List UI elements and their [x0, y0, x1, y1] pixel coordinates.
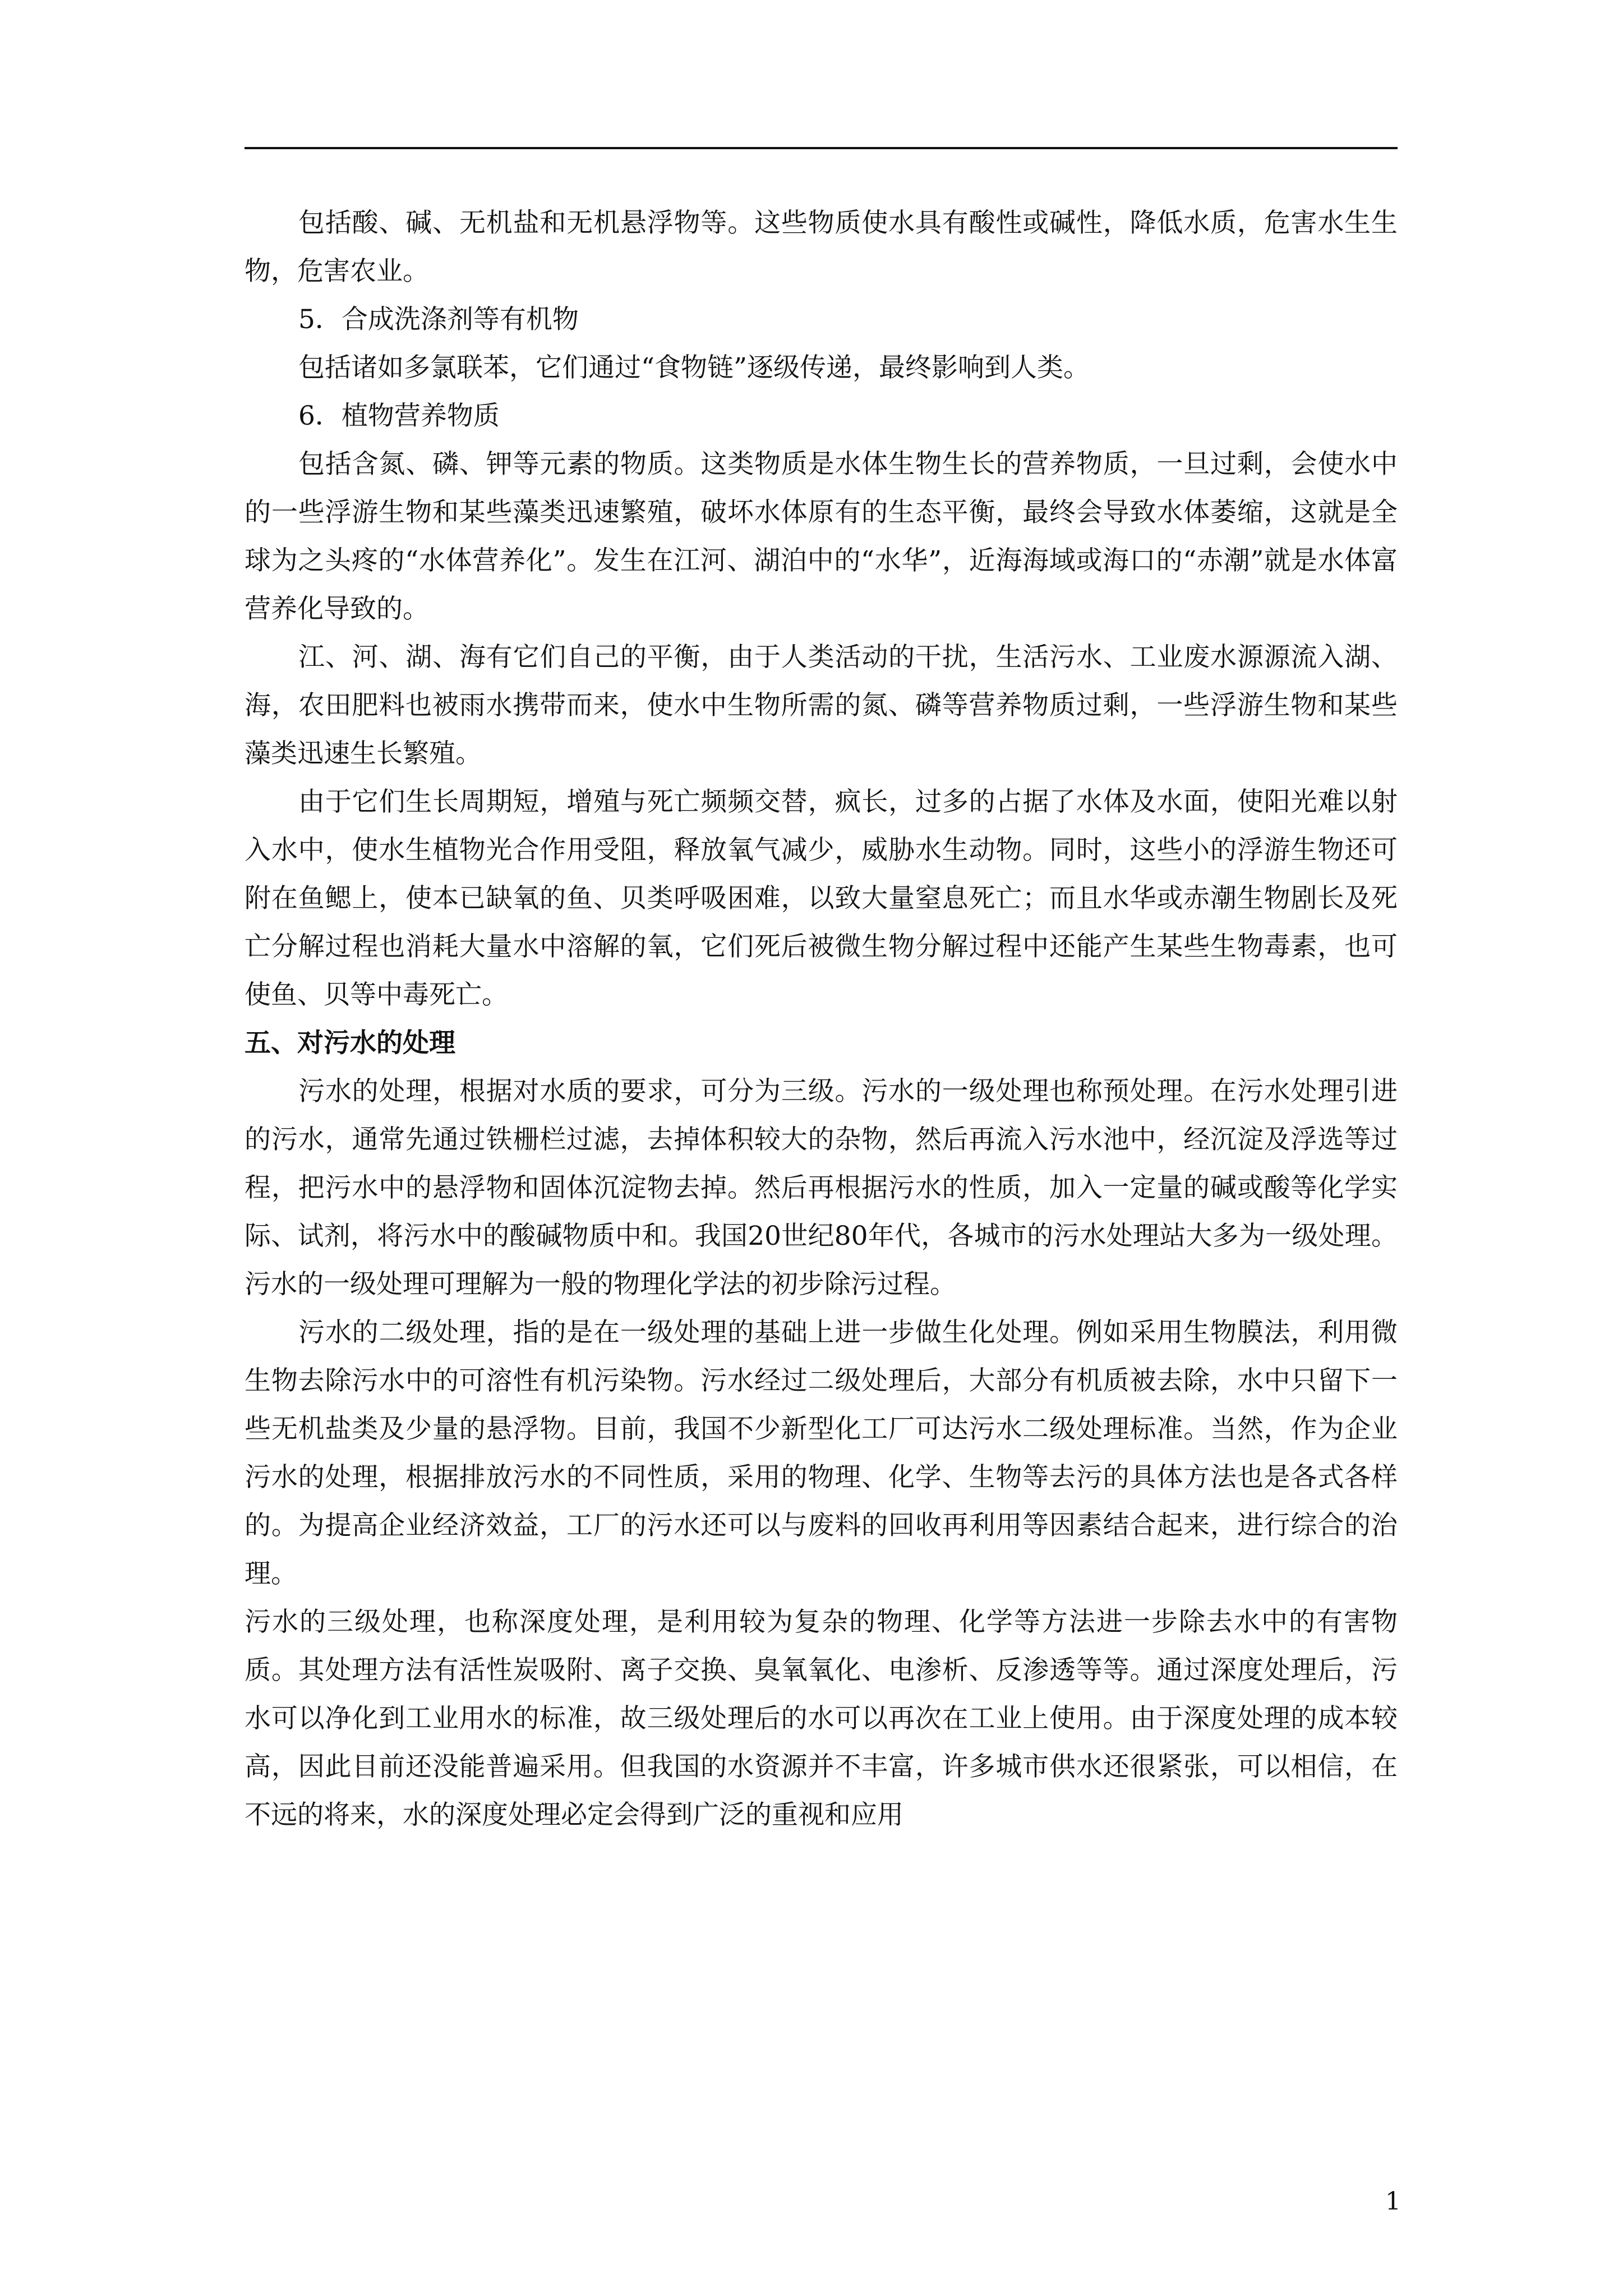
- header-rule: [245, 147, 1398, 149]
- section-heading-sewage-treatment: 五、对污水的处理: [245, 1028, 455, 1059]
- subheading-synthetic-detergents: 5．合成洗涤剂等有机物: [298, 304, 579, 335]
- paragraph-secondary-treatment: 污水的二级处理，指的是在一级处理的基础上进一步做生化处理。例如采用生物膜法，利用微生物去除污水中的可溶性有机污染物。污水经过二级处理后，大部分有机质被去除，水中只留下一些无机盐类及少量的悬浮物。目前，我国不少新型化工厂可达污水二级处理标准。当然，作为企业污水的处理，根据排放污水的不同性质，采用的物理、化学、生物等去污的具体方法也是各式各样的。为提高企业经济效益，工厂的污水还可以与废料的回收再利用等因素结合起来，进行综合的治理。: [245, 1317, 1398, 1589]
- paragraph-plant-nutrients: 包括含氮、磷、钾等元素的物质。这类物质是水体生物生长的营养物质，一旦过剩，会使水中的一些浮游生物和某些藻类迅速繁殖，破坏水体原有的生态平衡，最终会导致水体萎缩，这就是全球为之头疼的“水体营养化”。发生在江河、湖泊中的“水华”，近海海域或海口的“赤潮”就是水体富营养化导致的。: [245, 449, 1398, 624]
- document-body: [245, 199, 1398, 1839]
- paragraph-human-disturbance: 江、河、湖、海有它们自己的平衡，由于人类活动的干扰，生活污水、工业废水源源流入湖、海，农田肥料也被雨水携带而来，使水中生物所需的氮、磷等营养物质过剩，一些浮游生物和某些藻类迅速生长繁殖。: [245, 642, 1398, 769]
- paragraph-tertiary-treatment: 污水的三级处理，也称深度处理，是利用较为复杂的物理、化学等方法进一步除去水中的有害物质。其处理方法有活性炭吸附、离子交换、臭氧氧化、电渗析、反渗透等等。通过深度处理后，污水可以净化到工业用水的标准，故三级处理后的水可以再次在工业上使用。由于深度处理的成本较高，因此目前还没能普遍采用。但我国的水资源并不丰富，许多城市供水还很紧张，可以相信，在不远的将来，水的深度处理必定会得到广泛的重视和应用: [245, 1607, 1398, 1830]
- paragraph-primary-treatment: 污水的处理，根据对水质的要求，可分为三级。污水的一级处理也称预处理。在污水处理引进的污水，通常先通过铁栅栏过滤，去掉体积较大的杂物，然后再流入污水池中，经沉淀及浮选等过程，把污水中的悬浮物和固体沉淀物去掉。然后再根据污水的性质，加入一定量的碱或酸等化学实际、试剂，将污水中的酸碱物质中和。我国20世纪80年代，各城市的污水处理站大多为一级处理。污水的一级处理可理解为一般的物理化学法的初步除污过程。: [245, 1076, 1398, 1300]
- paragraph-algae-effects: 由于它们生长周期短，增殖与死亡频频交替，疯长，过多的占据了水体及水面，使阳光难以射入水中，使水生植物光合作用受阻，释放氧气减少，威胁水生动物。同时，这些小的浮游生物还可附在鱼鳃上，使本已缺氧的鱼、贝类呼吸困难，以致大量窒息死亡；而且水华或赤潮生物剧长及死亡分解过程也消耗大量水中溶解的氧，它们死后被微生物分解过程中还能产生某些生物毒素，也可使鱼、贝等中毒死亡。: [245, 786, 1398, 1010]
- paragraph-inorganic-pollutants: 包括酸、碱、无机盐和无机悬浮物等。这些物质使水具有酸性或碱性，降低水质，危害水生生物，危害农业。: [245, 208, 1398, 287]
- paragraph-synthetic-detergents: 包括诸如多氯联苯，它们通过“食物链”逐级传递，最终影响到人类。: [298, 352, 1090, 383]
- page-number: 1: [1385, 2187, 1401, 2216]
- subheading-plant-nutrients: 6．植物营养物质: [298, 401, 500, 431]
